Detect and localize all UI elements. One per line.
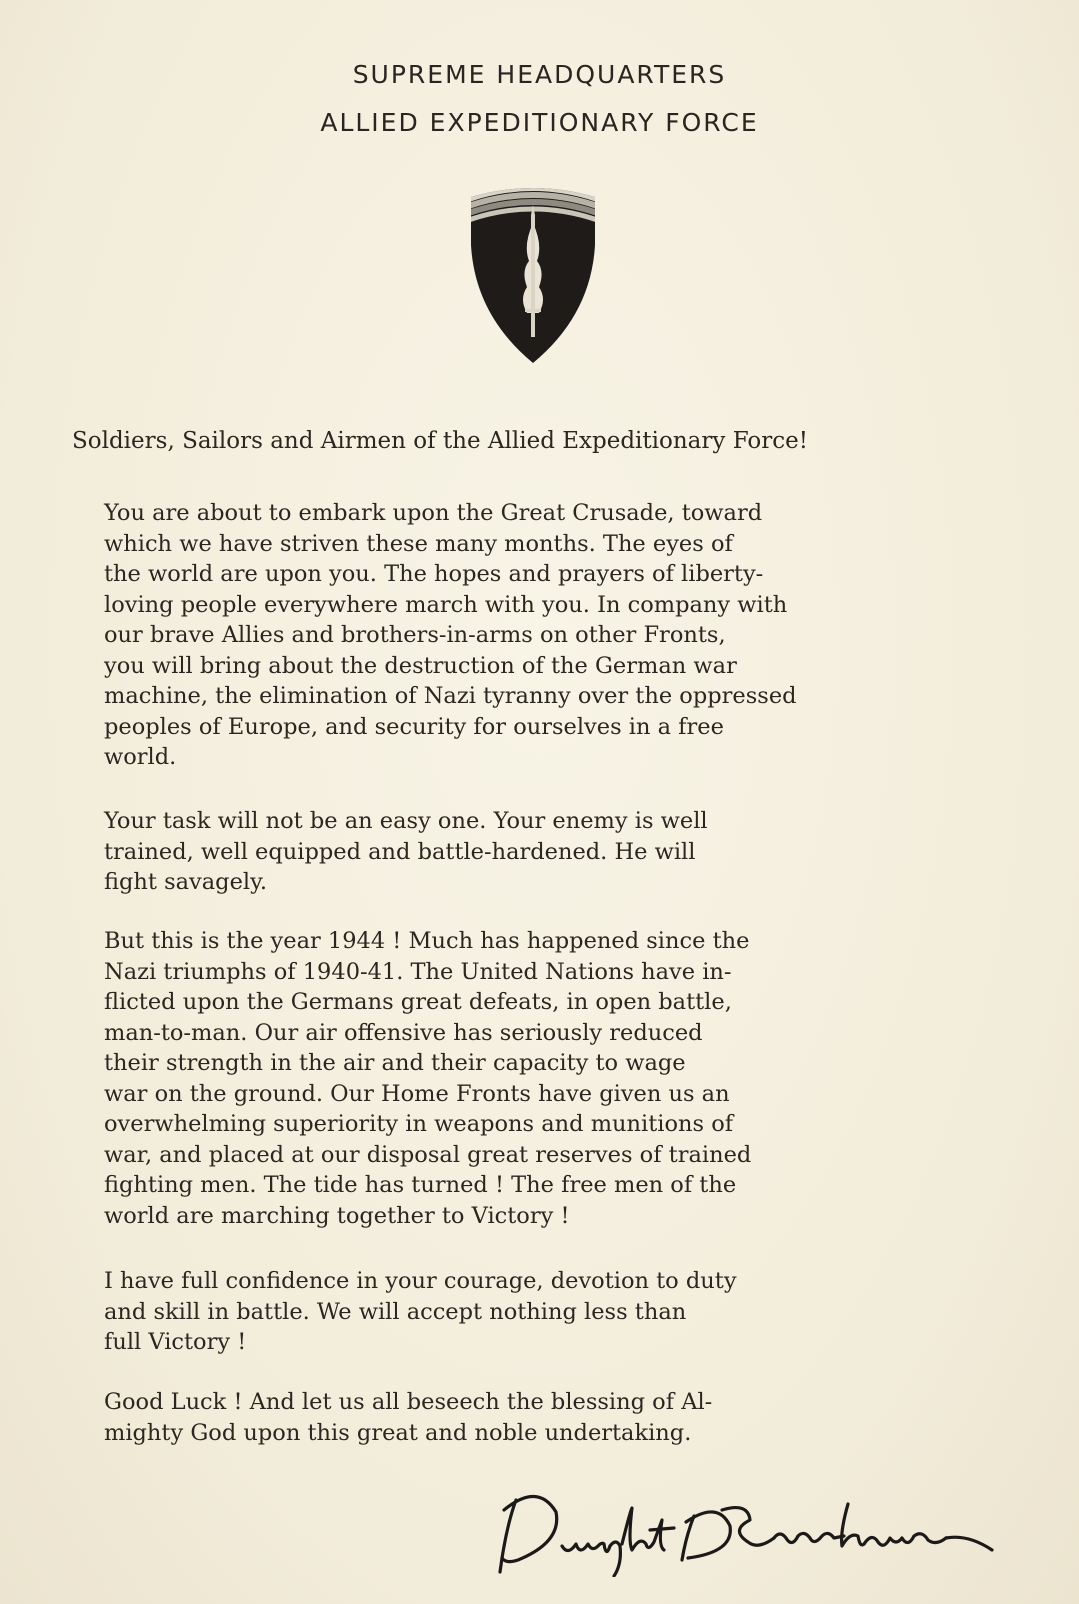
handwritten-signature [498, 1472, 998, 1577]
paragraph-line: You are about to embark upon the Great Crusade, toward [104, 500, 763, 526]
header-line-1: SUPREME HEADQUARTERS [352, 60, 727, 89]
paragraph-line: machine, the elimination of Nazi tyranny over the oppressed [104, 683, 797, 709]
paragraph-line: and skill in battle. We will accept nothing less than [104, 1298, 687, 1325]
paragraph-line: which we have striven these many months. The eyes of [104, 530, 733, 557]
paragraph-line: their strength in the air and their capacity to wage [104, 1050, 686, 1076]
paragraph-line: fight savagely. [104, 869, 267, 895]
paragraph-5 [104, 1387, 944, 1448]
salutation: Soldiers, Sailors and Airmen of the Allied Expeditionary Force! [72, 428, 808, 454]
paragraph-line: world are marching together to Victory ! [104, 1202, 570, 1229]
paragraph-3 [104, 926, 944, 1231]
paragraph-line: war on the ground. Our Home Fronts have given us an [104, 1080, 730, 1107]
paragraph-line: war, and placed at our disposal great reserves of trained [104, 1141, 752, 1168]
paragraph-line: the world are upon you. The hopes and prayers of liberty- [104, 561, 764, 587]
paragraph-line: flicted upon the Germans great defeats, in open battle, [104, 989, 732, 1015]
paragraph-line: Nazi triumphs of 1940-41. The United Nations have in- [104, 958, 732, 985]
paragraph-line: I have full confidence in your courage, devotion to duty [104, 1268, 737, 1294]
paragraph-line: Good Luck ! And let us all beseech the blessing of Al- [104, 1389, 713, 1415]
paragraph-line: you will bring about the destruction of the German war [104, 652, 737, 679]
paragraph-line: Your task will not be an easy one. Your enemy is well [104, 808, 708, 834]
paragraph-line: But this is the year 1944 ! Much has happened since the [104, 928, 750, 954]
paragraph-1 [104, 498, 944, 773]
paragraph-line: loving people everywhere march with you. In company with [104, 591, 788, 618]
shaef-shoulder-sleeve-insignia-icon [463, 175, 603, 365]
paragraph-line: full Victory ! [104, 1329, 247, 1355]
paragraph-line: world. [104, 744, 177, 770]
paragraph-2 [104, 806, 944, 898]
paragraph-line: man-to-man. Our air offensive has seriously reduced [104, 1019, 703, 1046]
header-line-2: ALLIED EXPEDITIONARY FORCE [320, 108, 759, 137]
paragraph-4 [104, 1266, 944, 1358]
paragraph-line: mighty God upon this great and noble undertaking. [104, 1419, 692, 1446]
paragraph-line: peoples of Europe, and security for ourselves in a free [104, 713, 724, 740]
paragraph-line: our brave Allies and brothers-in-arms on other Fronts, [104, 622, 726, 648]
paragraph-line: fighting men. The tide has turned ! The free men of the [104, 1172, 737, 1198]
paragraph-line: trained, well equipped and battle-hardened. He will [104, 838, 696, 865]
paragraph-line: overwhelming superiority in weapons and munitions of [104, 1111, 734, 1137]
